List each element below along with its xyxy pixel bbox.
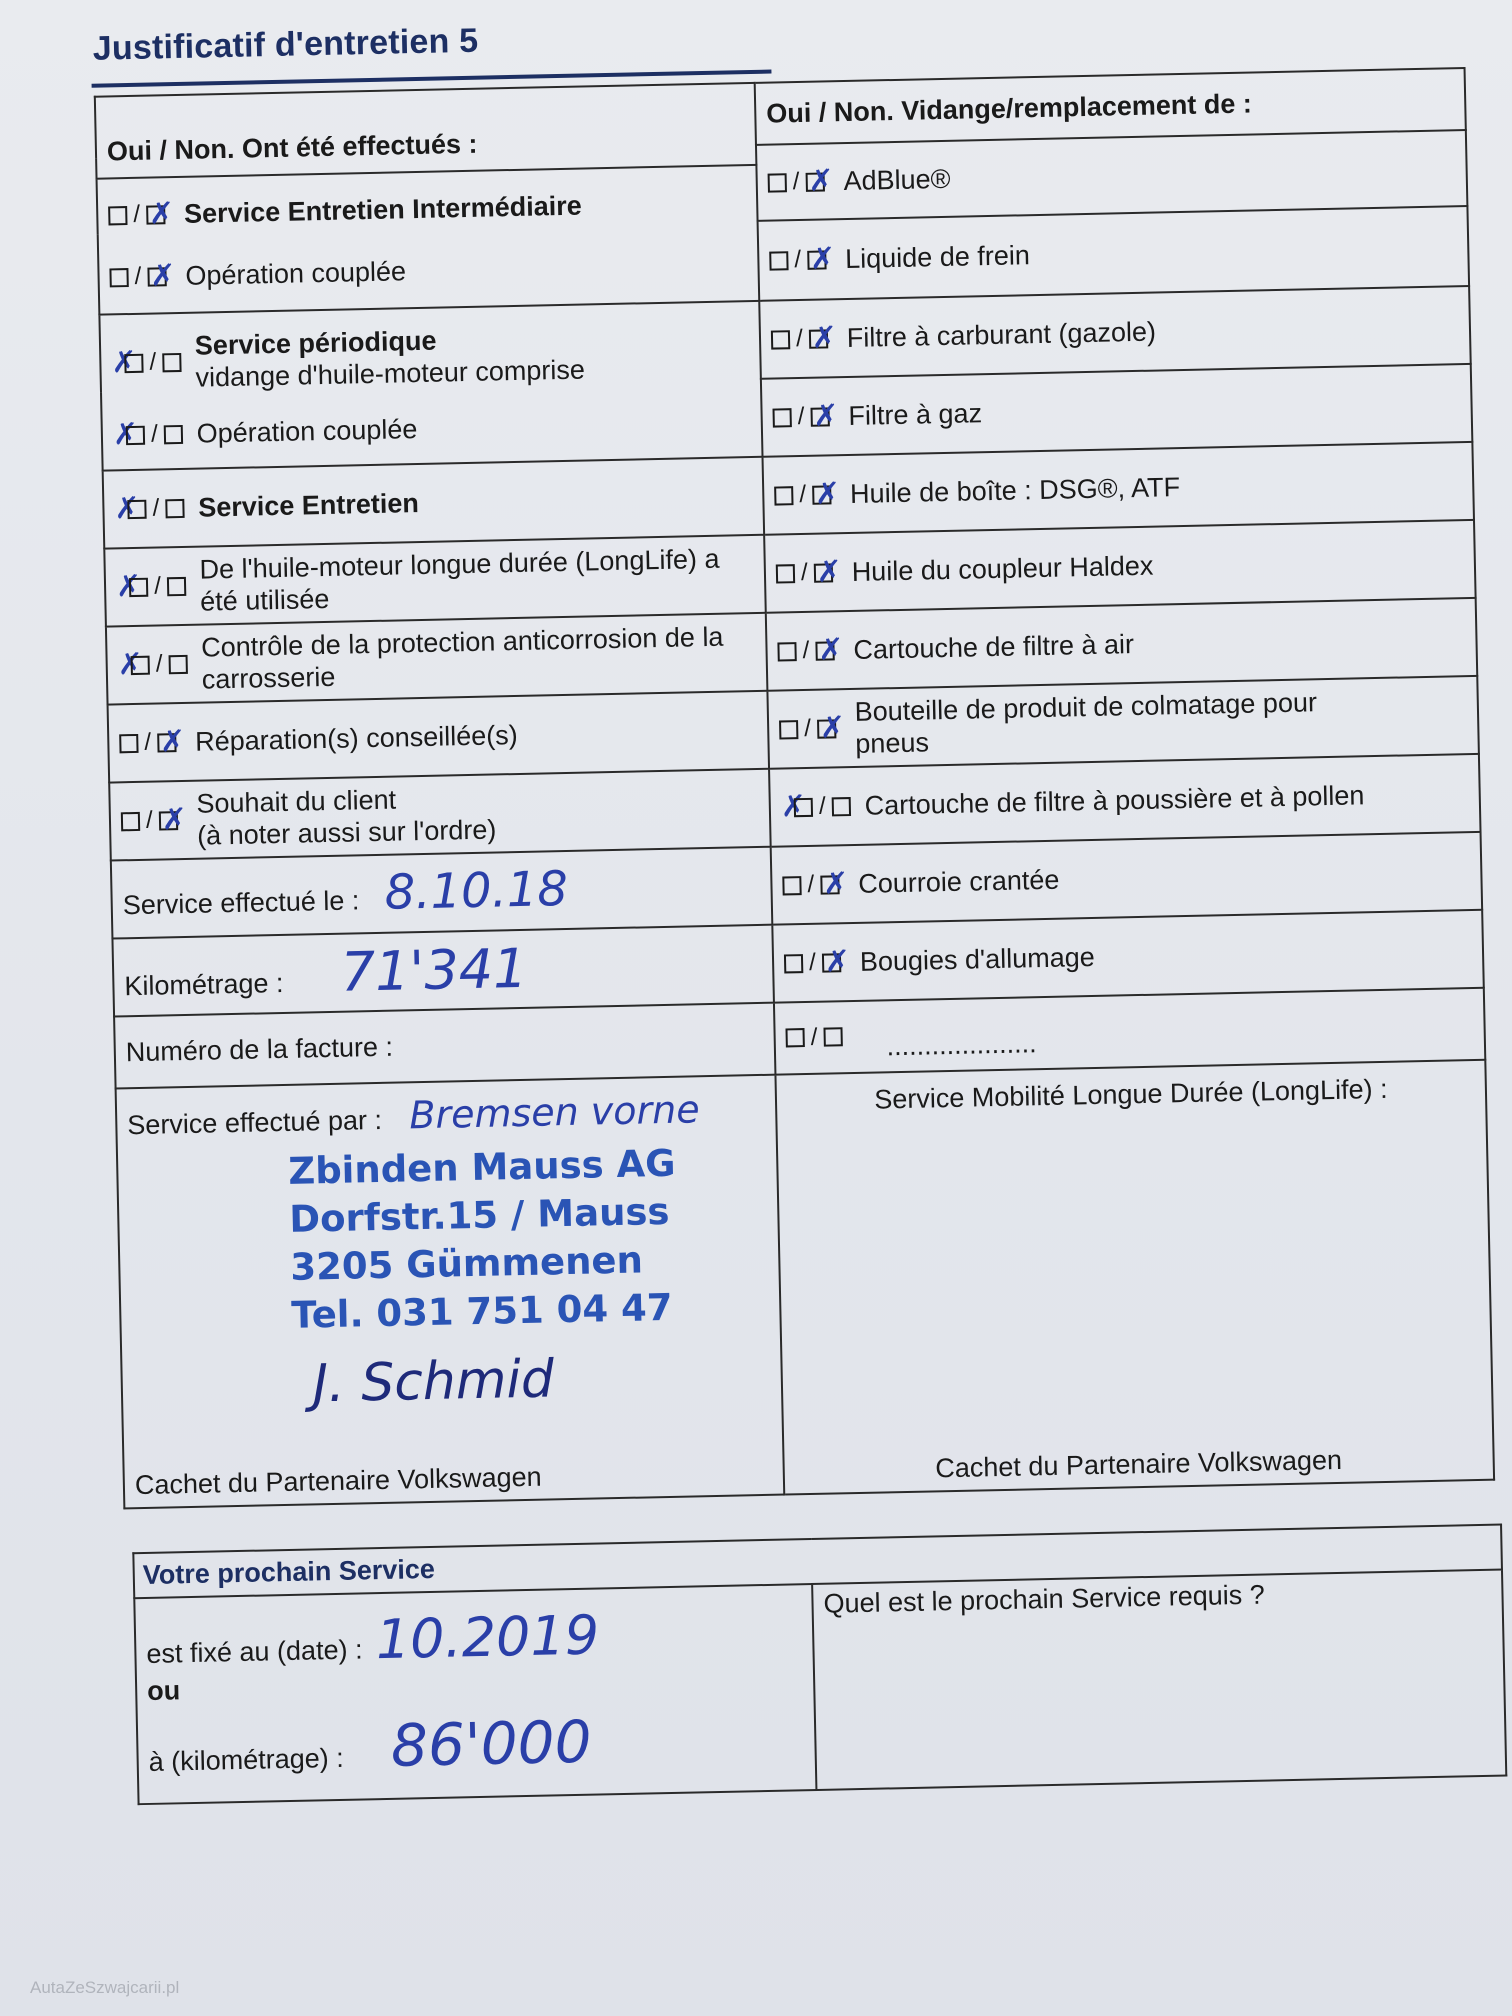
handwritten-note: Bremsen vorne xyxy=(408,1087,701,1138)
page-title: Justificatif d'entretien 5 xyxy=(92,21,479,68)
check-mark-icon: ✗ xyxy=(161,802,188,837)
left-item-intermediate-service[interactable]: / ✗ Service Entretien Intermédiaire / ✗ Opération couplée xyxy=(97,165,760,315)
right-item-gas-filter[interactable]: / ✗ Filtre à gaz xyxy=(761,364,1472,457)
check-mark-icon: ✗ xyxy=(780,789,807,824)
right-item-tyre-sealant[interactable]: / ✗ Bouteille de produit de colmatage pour pneus xyxy=(767,676,1478,769)
yes-checkbox[interactable] xyxy=(771,330,790,349)
yes-checkbox[interactable] xyxy=(127,499,146,518)
check-mark-icon: ✗ xyxy=(159,724,186,759)
yes-checkbox[interactable] xyxy=(119,733,138,752)
no-checkbox[interactable] xyxy=(165,498,184,517)
yes-checkbox[interactable] xyxy=(129,577,148,596)
dealer-stamp: Zbinden Mauss AG Dorfstr.15 / Mauss 3205 Gümmenen Tel. 031 751 04 47 xyxy=(287,1141,676,1337)
mileage-value: 71'341 xyxy=(340,936,529,1004)
no-checkbox[interactable] xyxy=(167,576,186,595)
check-mark-icon: ✗ xyxy=(811,321,838,355)
check-mark-icon: ✗ xyxy=(819,711,846,745)
left-item-service-entretien[interactable]: ✗ / Service Entretien xyxy=(103,457,764,549)
right-item-adblue[interactable]: / ✗ AdBlue® xyxy=(756,130,1467,221)
right-item-fuel-filter[interactable]: / ✗ Filtre à carburant (gazole) xyxy=(759,286,1470,379)
service-date-row: Service effectué le : 8.10.18 xyxy=(111,847,772,939)
check-mark-icon: ✗ xyxy=(114,491,140,526)
right-item-gearbox-oil[interactable]: / ✗ Huile de boîte : DSG®, ATF xyxy=(763,442,1474,535)
next-date-value: 10.2019 xyxy=(375,1603,600,1672)
yes-checkbox[interactable] xyxy=(769,251,788,270)
yes-checkbox[interactable] xyxy=(131,655,150,674)
no-checkbox[interactable] xyxy=(164,425,183,444)
right-item-timing-belt[interactable]: / ✗ Courroie crantée xyxy=(771,832,1482,925)
yes-checkbox[interactable] xyxy=(779,720,798,739)
next-service-title: Votre prochain Service xyxy=(133,1525,1502,1599)
check-mark-icon: ✗ xyxy=(817,633,844,667)
left-item-periodic-service[interactable]: ✗ / Service périodique vidange d'huile-moteur comprise ✗ / Opération couplée xyxy=(99,301,762,471)
check-mark-icon: ✗ xyxy=(822,867,849,901)
mobility-label: Service Mobilité Longue Durée (LongLife) : xyxy=(874,1073,1388,1115)
or-label: ou xyxy=(146,1675,181,1706)
yes-checkbox[interactable] xyxy=(121,811,140,830)
yes-checkbox[interactable] xyxy=(782,876,801,895)
yes-checkbox[interactable] xyxy=(768,173,787,192)
no-checkbox[interactable] xyxy=(831,797,850,816)
yes-checkbox[interactable] xyxy=(109,268,128,287)
signature: J. Schmid xyxy=(312,1349,555,1415)
left-item-anticorrosion[interactable]: ✗ / Contrôle de la protection anticorrosion de la carrosserie xyxy=(106,613,767,705)
right-item-pollen-filter[interactable]: ✗ / Cartouche de filtre à poussière et à pollen xyxy=(769,754,1480,847)
check-mark-icon: ✗ xyxy=(809,242,836,276)
check-mark-icon: ✗ xyxy=(824,945,851,979)
next-service-left: est fixé au (date) : 10.2019 ou à (kilométrage) : 86'000 xyxy=(134,1584,816,1804)
check-mark-icon: ✗ xyxy=(117,647,144,682)
right-item-spark-plugs[interactable]: / ✗ Bougies d'allumage xyxy=(772,910,1483,1003)
left-column-header: Oui / Non. Ont été effectués : xyxy=(95,83,757,179)
left-item-longlife-oil[interactable]: ✗ / De l'huile-moteur longue durée (LongLife) a été utilisée xyxy=(104,535,765,627)
check-mark-icon: ✗ xyxy=(112,418,139,452)
mobility-cell xyxy=(775,1060,1494,1495)
right-item-blank[interactable]: / .................... xyxy=(774,988,1485,1075)
left-item-recommended-repairs[interactable]: / ✗ Réparation(s) conseillée(s) xyxy=(108,691,769,783)
maintenance-table xyxy=(94,67,1495,1509)
service-date-value: 8.10.18 xyxy=(384,861,569,922)
check-mark-icon: ✗ xyxy=(814,477,841,511)
cachet-left-label: Cachet du Partenaire Volkswagen xyxy=(134,1461,542,1500)
no-checkbox[interactable] xyxy=(823,1028,842,1047)
yes-checkbox[interactable] xyxy=(126,426,145,445)
next-km-value: 86'000 xyxy=(390,1707,593,1780)
check-mark-icon: ✗ xyxy=(149,259,176,293)
left-item-customer-wish[interactable]: / ✗ Souhait du client (à noter aussi sur l'ordre) xyxy=(109,769,770,861)
yes-checkbox[interactable] xyxy=(124,353,143,372)
yes-checkbox[interactable] xyxy=(108,206,127,225)
service-done-by-cell: Service effectué par : Bremsen vorne Zbinden Mauss AG Dorfstr.15 / Mauss 3205 Gümmenen Tel. 031 751 04 47 J. Schmid Cachet du Partenaire Volkswagen xyxy=(116,1075,785,1509)
check-mark-icon: ✗ xyxy=(111,345,137,380)
right-item-air-filter[interactable]: / ✗ Cartouche de filtre à air xyxy=(766,598,1477,691)
check-mark-icon: ✗ xyxy=(812,399,839,433)
mileage-row: Kilométrage : 71'341 xyxy=(112,925,773,1017)
yes-checkbox[interactable] xyxy=(777,642,796,661)
no-checkbox[interactable] xyxy=(162,352,181,371)
next-service-question: Quel est le prochain Service requis ? xyxy=(812,1570,1506,1790)
right-item-brake-fluid[interactable]: / ✗ Liquide de frein xyxy=(758,206,1470,301)
right-column-header: Oui / Non. Vidange/remplacement de : xyxy=(755,68,1466,145)
cachet-right-label: Cachet du Partenaire Volkswagen xyxy=(935,1444,1343,1484)
check-mark-icon: ✗ xyxy=(148,197,175,231)
yes-checkbox[interactable] xyxy=(776,564,795,583)
invoice-row: Numéro de la facture : xyxy=(114,1003,775,1089)
yes-checkbox[interactable] xyxy=(794,797,813,816)
yes-checkbox[interactable] xyxy=(785,1029,804,1048)
check-mark-icon: ✗ xyxy=(816,555,843,589)
next-service-table xyxy=(132,1524,1507,1806)
yes-checkbox[interactable] xyxy=(784,954,803,973)
check-mark-icon: ✗ xyxy=(808,164,834,198)
maintenance-sheet xyxy=(80,0,1512,2000)
right-item-haldex-oil[interactable]: / ✗ Huile du coupleur Haldex xyxy=(764,520,1475,613)
watermark: AutaZeSzwajcarii.pl xyxy=(30,1978,180,1997)
yes-checkbox[interactable] xyxy=(774,486,793,505)
check-mark-icon: ✗ xyxy=(115,569,142,604)
no-checkbox[interactable] xyxy=(168,654,187,673)
yes-checkbox[interactable] xyxy=(772,408,791,427)
